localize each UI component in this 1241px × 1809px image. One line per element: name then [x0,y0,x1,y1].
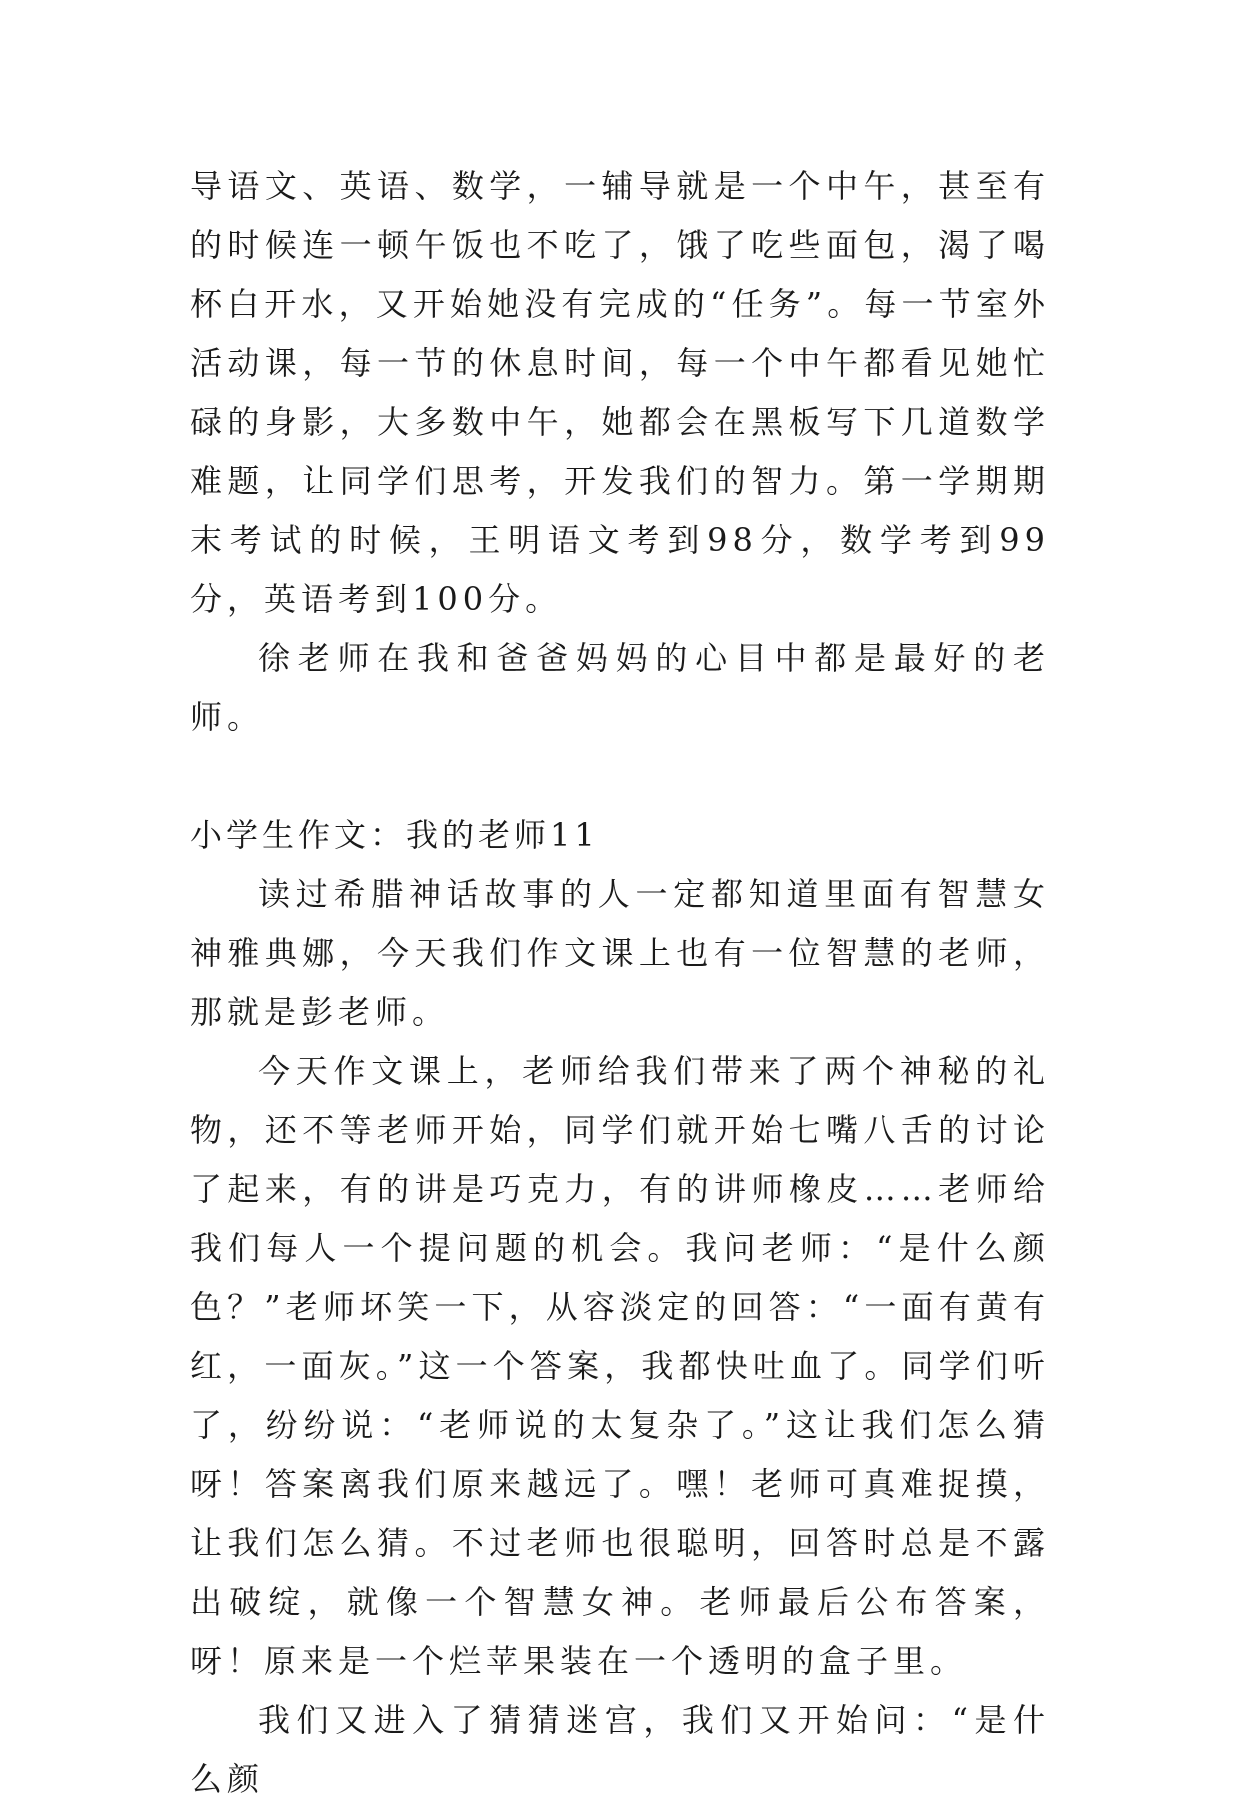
paragraph-2: 今天作文课上，老师给我们带来了两个神秘的礼物，还不等老师开始，同学们就开始七嘴八舌的讨论了起来，有的讲是巧克力，有的讲师橡皮……老师给我们每人一个提问题的机会。我问老师：“是什么颜色？”老师坏笑一下，从容淡定的回答：“一面有黄有红，一面灰。”这一个答案，我都快吐血了。同学们听了，纷纷说：“老师说的太复杂了。”这让我们怎么猜呀！答案离我们原来越远了。嘿！老师可真难捉摸，让我们怎么猜。不过老师也很聪明，回答时总是不露出破绽，就像一个智慧女神。老师最后公布答案，呀！原来是一个烂苹果装在一个透明的盒子里。 [190,1052,1050,1680]
paragraph-intro: 导语文、英语、数学，一辅导就是一个中午，甚至有的时候连一顿午饭也不吃了，饿了吃些面包，渴了喝杯白开水，又开始她没有完成的“任务”。每一节室外活动课，每一节的休息时间，每一个中午都看见她忙碌的身影，大多数中午，她都会在黑板写下几道数学难题，让同学们思考，开发我们的智力。第一学期期末考试的时候，王明语文考到98分，数学考到99分，英语考到100分。 [190,167,1050,618]
paragraph-closing: 徐老师在我和爸爸妈妈的心目中都是最好的老师。 [190,639,1050,736]
essay-title: 小学生作文：我的老师11 [190,816,599,854]
paragraph-3: 我们又进入了猜猜迷宫，我们又开始问：“是什么颜 [190,1701,1050,1798]
document-body [190,157,1050,1809]
section-gap [190,747,1050,806]
paragraph-1: 读过希腊神话故事的人一定都知道里面有智慧女神雅典娜，今天我们作文课上也有一位智慧的老师，那就是彭老师。 [190,875,1050,1031]
